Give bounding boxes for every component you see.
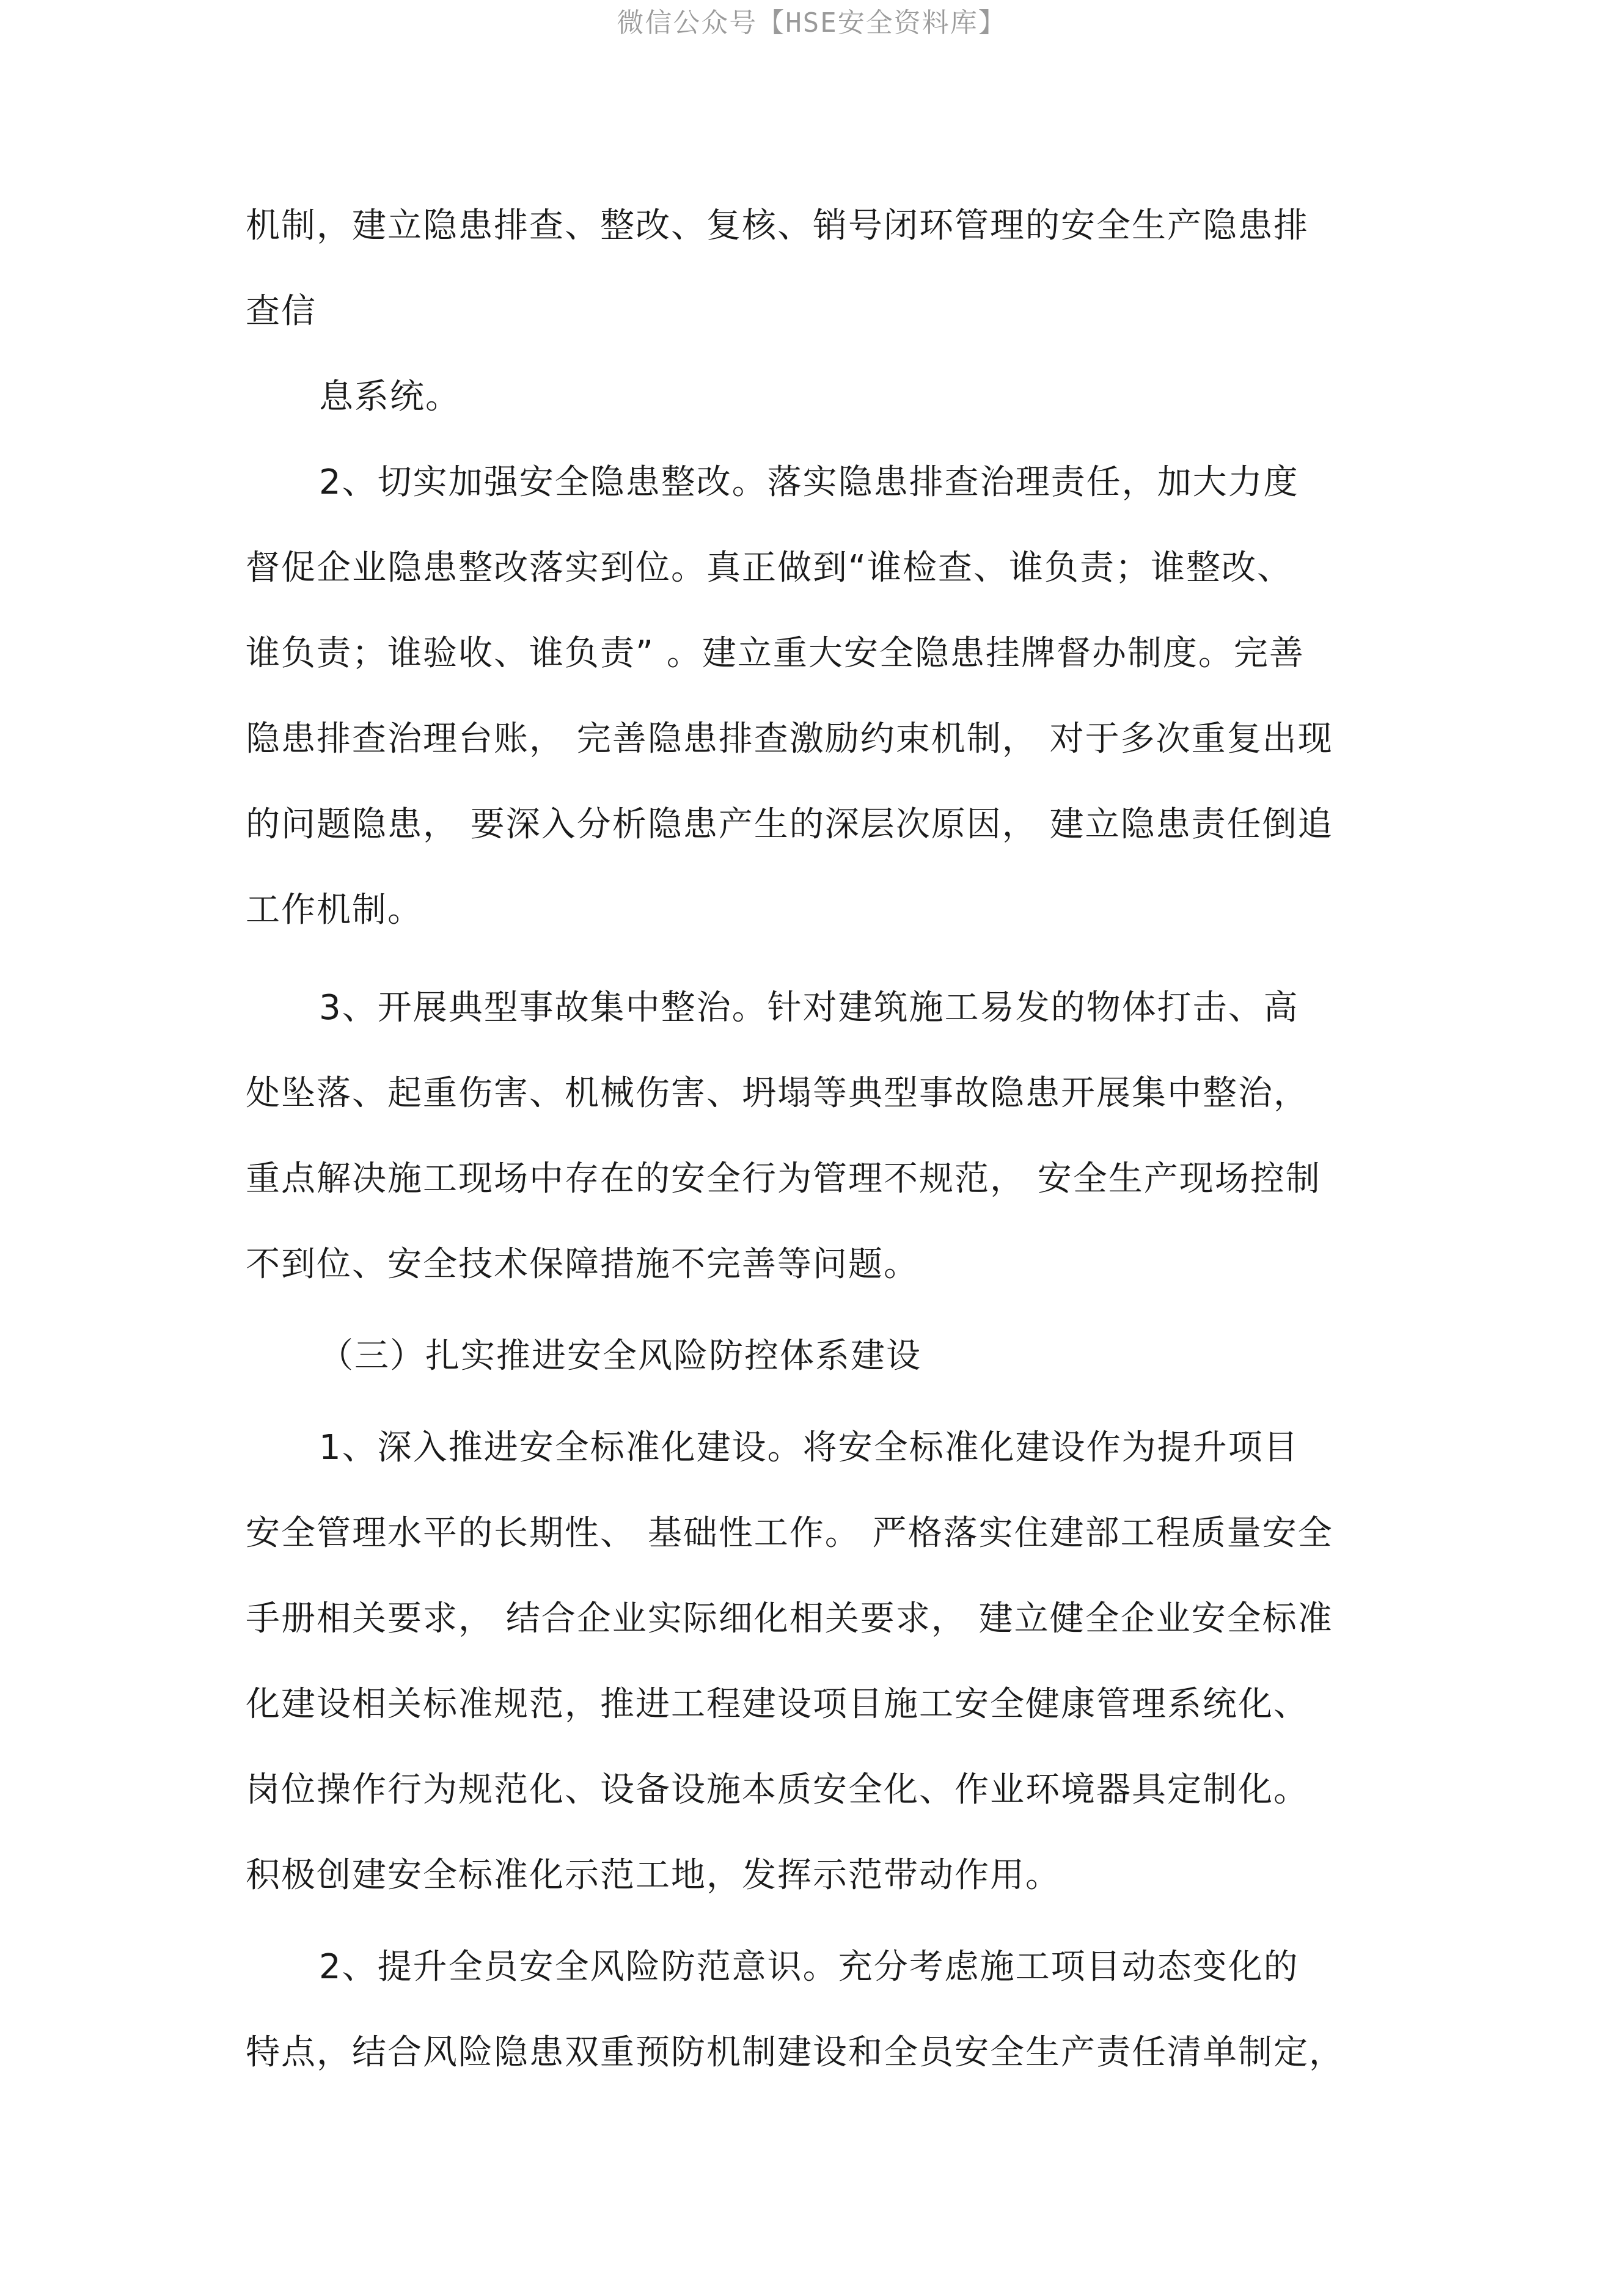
body-line: 息系统。 [319, 377, 461, 417]
body-line: 特点，结合风险隐患双重预防机制建设和全员安全生产责任清单制定， [246, 2033, 1344, 2072]
body-line: 督促企业隐患整改落实到位。真正做到“谁检查、谁负责；谁整改、 [246, 548, 1293, 588]
body-line: 隐患排查治理台账， 完善隐患排查激励约束机制， 对于多次重复出现 [246, 719, 1333, 759]
body-line: 处坠落、起重伤害、机械伤害、坍塌等典型事故隐患开展集中整治， [246, 1073, 1309, 1113]
watermark-header: 微信公众号【HSE安全资料库】 [617, 7, 1006, 38]
body-line: 手册相关要求， 结合企业实际细化相关要求， 建立健全企业安全标准 [246, 1599, 1333, 1639]
body-line: 2、切实加强安全隐患整改。落实隐患排查治理责任，加大力度 [319, 462, 1299, 502]
body-line: 1、深入推进安全标准化建设。将安全标准化建设作为提升项目 [319, 1428, 1299, 1468]
section-heading: （三）扎实推进安全风险防控体系建设 [319, 1336, 921, 1376]
body-line: 3、开展典型事故集中整治。针对建筑施工易发的物体打击、高 [319, 988, 1299, 1028]
body-line: 2、提升全员安全风险防范意识。充分考虑施工项目动态变化的 [319, 1947, 1299, 1987]
body-line: 重点解决施工现场中存在的安全行为管理不规范， 安全生产现场控制 [246, 1159, 1321, 1199]
body-line: 谁负责；谁验收、谁负责” 。建立重大安全隐患挂牌督办制度。完善 [246, 634, 1305, 673]
body-line: 化建设相关标准规范，推进工程建设项目施工安全健康管理系统化、 [246, 1684, 1309, 1724]
body-line: 工作机制。 [246, 890, 423, 930]
body-line: 积极创建安全标准化示范工地，发挥示范带动作用。 [246, 1855, 1061, 1895]
body-line: 安全管理水平的长期性、 基础性工作。 严格落实住建部工程质量安全 [246, 1513, 1333, 1553]
body-line: 查信 [246, 291, 317, 331]
body-line: 的问题隐患， 要深入分析隐患产生的深层次原因， 建立隐患责任倒追 [246, 805, 1333, 844]
body-line: 岗位操作行为规范化、设备设施本质安全化、作业环境器具定制化。 [246, 1770, 1309, 1810]
body-line: 不到位、安全技术保障措施不完善等问题。 [246, 1245, 919, 1284]
body-line: 机制，建立隐患排查、整改、复核、销号闭环管理的安全生产隐患排 [246, 206, 1309, 246]
